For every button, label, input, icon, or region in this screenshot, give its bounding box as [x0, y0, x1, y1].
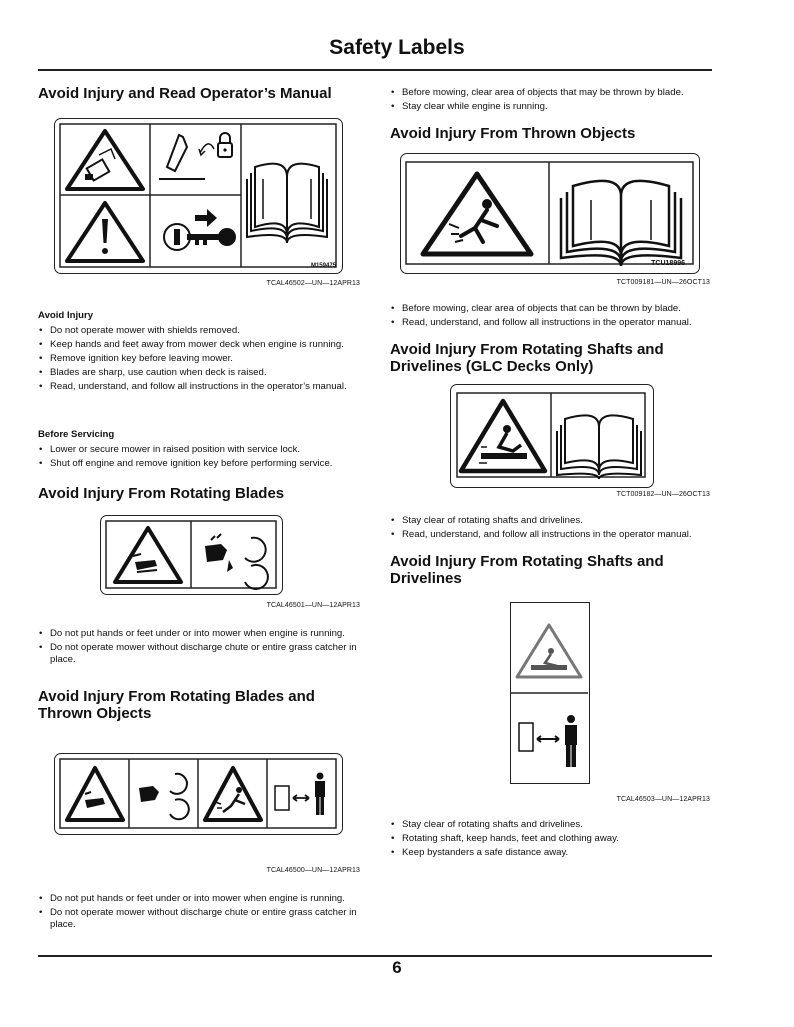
section-heading-shafts: Avoid Injury From Rotating Shafts and Drivelines [390, 553, 664, 587]
safety-label-shafts-glc [450, 384, 654, 488]
list-item: • Do not operate mower without discharge chute or entire grass catcher in place. [38, 907, 358, 931]
safety-label-thrown-objects [400, 153, 700, 274]
keep-bystanders-away-icon [519, 715, 577, 767]
header-rule [38, 69, 712, 71]
label-code: TCU18996 [651, 260, 685, 267]
shafts-glc-list [390, 515, 720, 543]
subheading-before-servicing: Before Servicing [38, 429, 115, 440]
footer-rule [38, 955, 712, 957]
list-item: • Read, understand, and follow all instructions in the operator manual. [390, 317, 720, 329]
rotating-blades-list [38, 628, 358, 668]
operator-manual-book-icon [561, 181, 681, 266]
operator-manual-book-icon [247, 164, 327, 243]
label-code: M159475 [310, 263, 336, 269]
warning-exclamation-icon [67, 203, 143, 261]
list-item: • Stay clear of rotating shafts and drivelines. [390, 819, 720, 831]
safety-label-rotating-blades [100, 515, 283, 595]
list-item: • Stay clear while engine is running. [390, 101, 720, 113]
keep-bystanders-away-icon [275, 773, 325, 816]
warning-rotating-shaft-icon [461, 401, 545, 471]
figure-caption: TCAL46500—UN—12APR13 [266, 867, 360, 874]
section-heading-blades-thrown-objects: Avoid Injury From Rotating Blades and Thrown Objects [38, 688, 315, 722]
hand-blade-icon [139, 774, 189, 819]
shafts-list [390, 819, 720, 861]
warning-thrown-object-icon [423, 174, 531, 254]
section-heading-shafts-glc: Avoid Injury From Rotating Shafts and Drivelines (GLC Decks Only) [390, 341, 664, 375]
warning-rotating-shaft-icon [517, 625, 581, 677]
list-item: • Do not put hands or feet under or into mower when engine is running. [38, 628, 358, 640]
warning-blade-hand-icon [67, 768, 123, 820]
operator-manual-book-icon [557, 415, 641, 479]
blades-thrown-objects-list [38, 893, 358, 933]
section-heading-rotating-blades: Avoid Injury From Rotating Blades [38, 485, 285, 502]
safety-label-read-manual [54, 118, 343, 274]
list-item: • Stay clear of rotating shafts and drivelines. [390, 515, 720, 527]
list-item: • Keep hands and feet away from mower deck when engine is running. [38, 339, 358, 351]
list-item: • Read, understand, and follow all instructions in the operator’s manual. [38, 381, 358, 393]
hand-blade-icon [205, 534, 268, 589]
figure-caption: TCAL46501—UN—12APR13 [266, 602, 360, 609]
list-item: • Lower or secure mower in raised position with service lock. [38, 444, 368, 456]
list-item: • Do not operate mower with shields removed. [38, 325, 358, 337]
list-item: • Rotating shaft, keep hands, feet and clothing away. [390, 833, 720, 845]
list-item: • Do not operate mower without discharge chute or entire grass catcher in place. [38, 642, 358, 666]
top-right-list [390, 87, 720, 115]
subheading-avoid-injury: Avoid Injury [38, 310, 94, 321]
section-heading-thrown-objects: Avoid Injury From Thrown Objects [390, 125, 636, 142]
list-item: • Before mowing, clear area of objects that may be thrown by blade. [390, 87, 720, 99]
warning-blade-hand-icon [115, 528, 181, 582]
safety-label-blades-thrown-objects [54, 753, 343, 835]
list-item: • Shut off engine and remove ignition key before performing service. [38, 458, 368, 470]
avoid-injury-list [38, 325, 358, 395]
warning-thrown-object-icon [205, 768, 261, 820]
list-item: • Keep bystanders a safe distance away. [390, 847, 720, 859]
list-item: • Remove ignition key before leaving mower. [38, 353, 358, 365]
warning-mower-icon [67, 131, 143, 189]
list-item: • Blades are sharp, use caution when deck is raised. [38, 367, 358, 379]
remove-key-icon [164, 209, 236, 250]
page-number: 6 [392, 958, 402, 977]
list-item: • Read, understand, and follow all instructions in the operator manual. [390, 529, 720, 541]
section-heading-read-manual: Avoid Injury and Read Operator’s Manual [38, 85, 332, 102]
figure-caption: TCT009182—UN—26OCT13 [616, 491, 710, 498]
figure-caption: TCAL46503—UN—12APR13 [616, 796, 710, 803]
list-item: • Before mowing, clear area of objects that can be thrown by blade. [390, 303, 720, 315]
thrown-objects-list [390, 303, 720, 331]
list-item: • Do not put hands or feet under or into mower when engine is running. [38, 893, 358, 905]
page-title: Safety Labels [329, 36, 465, 59]
before-servicing-list [38, 444, 368, 472]
service-lock-icon [159, 133, 232, 179]
figure-caption: TCAL46502—UN—12APR13 [266, 280, 360, 287]
figure-caption: TCT009181—UN—26OCT13 [616, 279, 710, 286]
safety-label-shafts [510, 602, 590, 784]
